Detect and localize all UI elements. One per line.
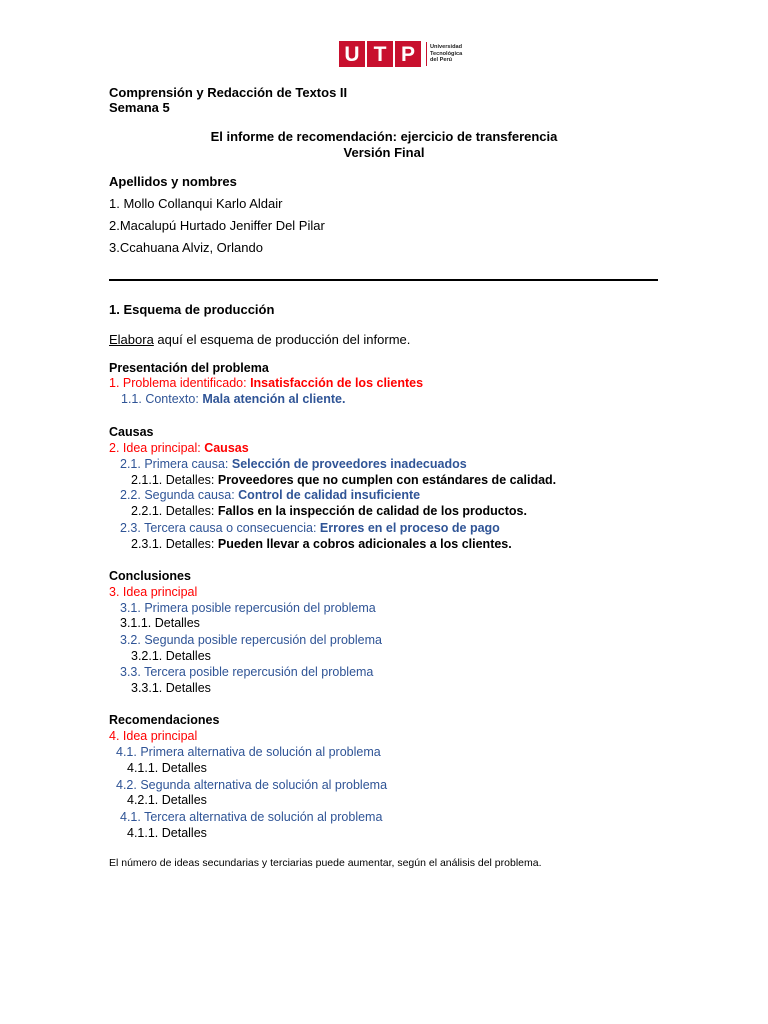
logo-letter-p: P [395,41,421,67]
logo-separator [426,42,427,66]
horizontal-divider [109,279,658,281]
primera-causa: 2.1. Primera causa: Selección de proveedores inadecuados [120,457,467,471]
alternativa-3: 4.1. Tercera alternativa de solución al problema [120,810,383,824]
repercusion-2-detalles: 3.2.1. Detalles [131,649,211,663]
logo-university-name: Universidad Tecnológica del Perú [430,44,463,64]
primera-causa-detalles: 2.1.1. Detalles: Proveedores que no cumplen con estándares de calidad. [131,473,557,487]
alternativa-1-detalles: 4.1.1. Detalles [127,761,207,775]
logo-letter-t: T [367,41,393,67]
repercusion-3: 3.3. Tercera posible repercusión del problema [120,665,374,679]
contexto: 1.1. Contexto: Mala atención al cliente. [121,392,346,406]
tercera-causa-detalles: 2.3.1. Detalles: Pueden llevar a cobros adicionales a los clientes. [131,537,512,551]
causas-heading: Causas [109,425,154,439]
conclusiones-idea-principal: 3. Idea principal [109,585,198,599]
repercusion-2: 3.2. Segunda posible repercusión del problema [120,633,382,647]
elabora-link[interactable]: Elabora [109,332,154,347]
authors-heading: Apellidos y nombres [109,174,237,189]
section-heading: 1. Esquema de producción [109,302,275,317]
alternativa-1: 4.1. Primera alternativa de solución al problema [116,745,381,759]
repercusion-3-detalles: 3.3.1. Detalles [131,681,211,695]
author-item-2: 2.Macalupú Hurtado Jeniffer Del Pilar [109,218,325,233]
utp-logo [339,41,478,67]
instruction-text: Elabora aquí el esquema de producción del informe. [109,332,411,347]
tercera-causa: 2.3. Tercera causa o consecuencia: Errores en el proceso de pago [120,521,500,535]
presentacion-heading: Presentación del problema [109,361,269,375]
repercusion-1-detalles: 3.1.1. Detalles [120,616,200,630]
causas-idea-principal: 2. Idea principal: Causas [109,441,249,455]
document-title: El informe de recomendación: ejercicio de transferencia [210,129,558,144]
alternativa-2-detalles: 4.2.1. Detalles [127,793,207,807]
recomendaciones-heading: Recomendaciones [109,713,220,727]
recomendaciones-idea-principal: 4. Idea principal [109,729,198,743]
logo-letter-u: U [339,41,365,67]
alternativa-3-detalles: 4.1.1. Detalles [127,826,207,840]
conclusiones-heading: Conclusiones [109,569,191,583]
author-item-1: 1. Mollo Collanqui Karlo Aldair [109,196,283,211]
repercusion-1: 3.1. Primera posible repercusión del problema [120,601,376,615]
week-label: Semana 5 [109,100,170,115]
segunda-causa-detalles: 2.2.1. Detalles: Fallos en la inspección de calidad de los productos. [131,504,527,518]
author-item-3: 3.Ccahuana Alviz, Orlando [109,240,263,255]
segunda-causa: 2.2. Segunda causa: Control de calidad insuficiente [120,488,421,502]
course-name: Comprensión y Redacción de Textos II [109,85,348,100]
footnote: El número de ideas secundarias y terciarias puede aumentar, según el análisis del problema. [109,857,542,869]
document-version: Versión Final [343,145,425,160]
problema-identificado: 1. Problema identificado: Insatisfacción de los clientes [109,376,424,390]
alternativa-2: 4.2. Segunda alternativa de solución al problema [116,778,388,792]
